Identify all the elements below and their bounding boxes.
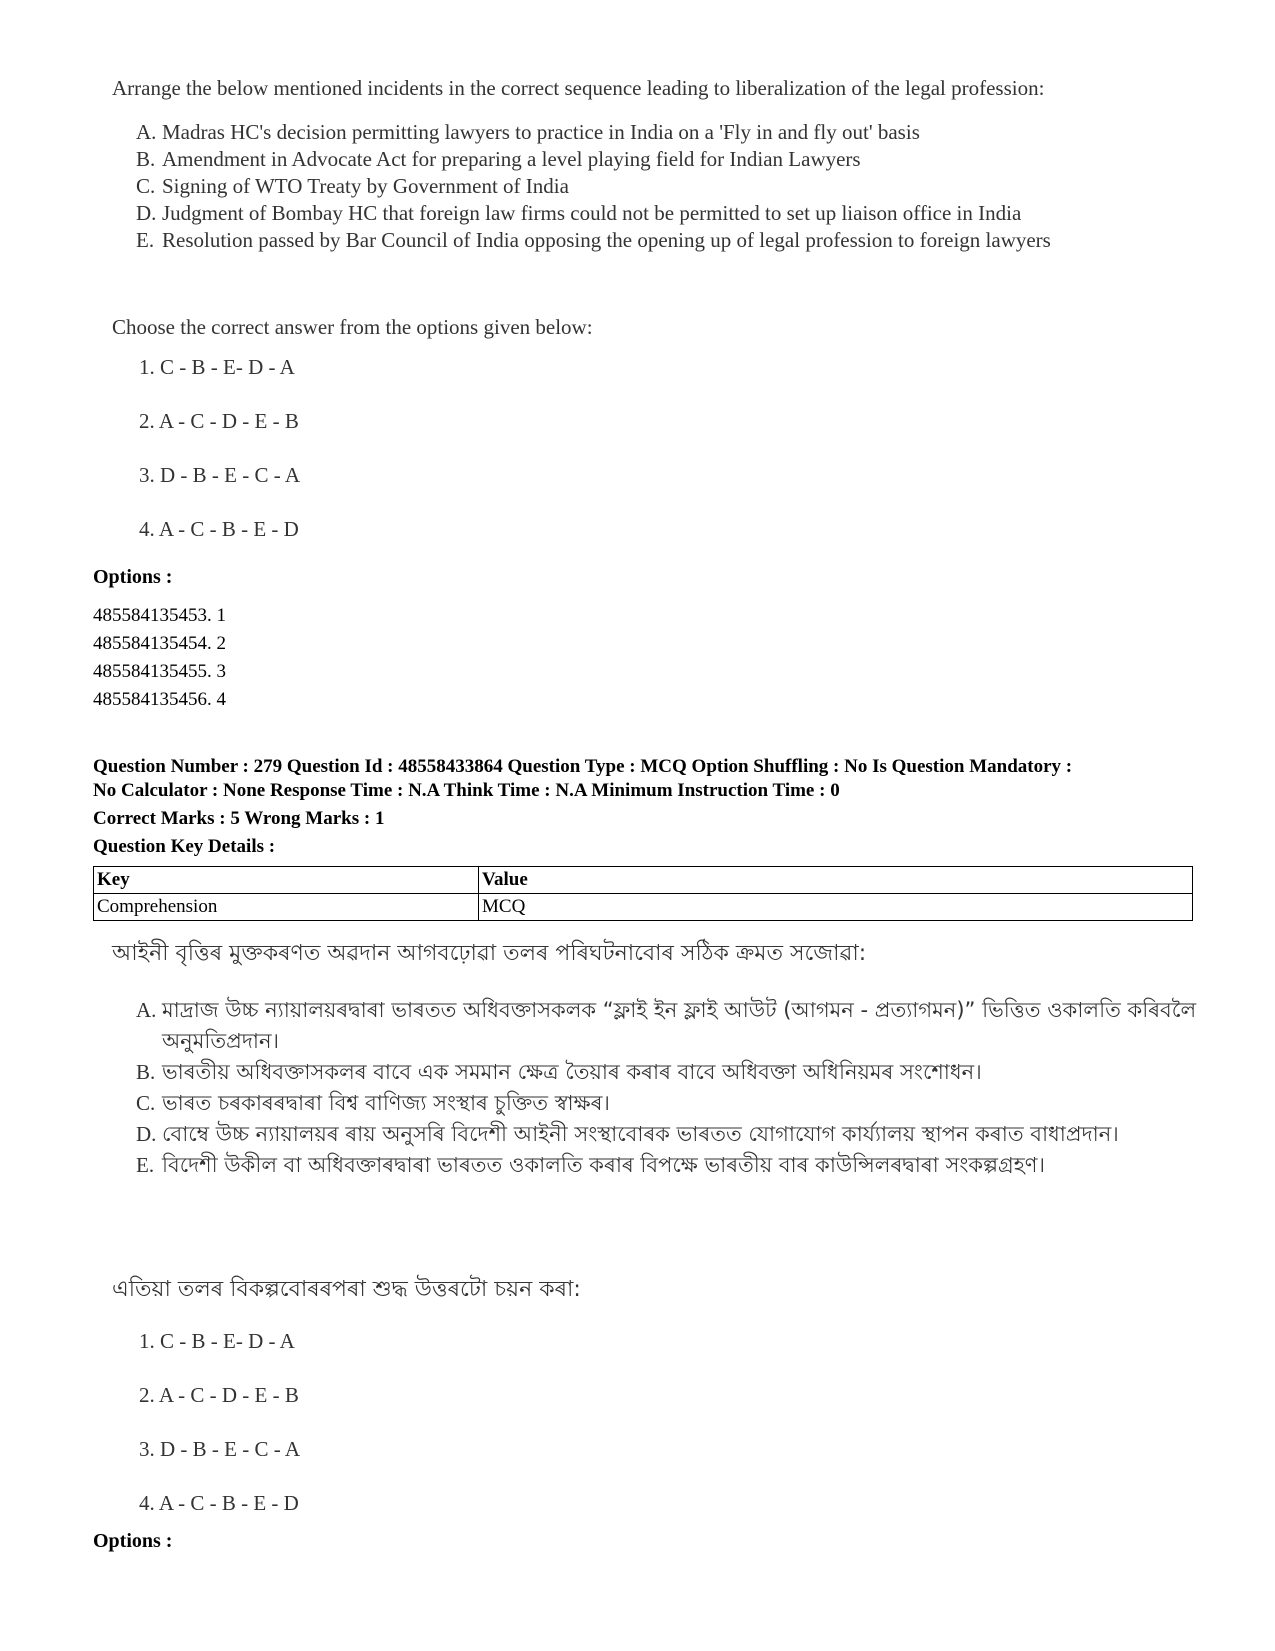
- options-heading: Options :: [93, 1530, 173, 1552]
- meta-line: No Calculator : None Response Time : N.A Think Time : N.A Minimum Instruction Time : 0: [93, 780, 840, 801]
- answer-option: 3. D - B - E - C - A: [139, 463, 300, 487]
- list-item: A. Madras HC's decision permitting lawyers to practice in India on a 'Fly in and fly out' basis: [136, 120, 920, 144]
- table-row: [94, 894, 1193, 921]
- answer-option: 2. A - C - D - E - B: [139, 409, 299, 433]
- answer-option: 4. A - C - B - E - D: [139, 1491, 299, 1515]
- meta-line: Question Number : 279 Question Id : 48558433864 Question Type : MCQ Option Shuffling : No Is Question Mandatory :: [93, 756, 1073, 777]
- answer-option: 3. D - B - E - C - A: [139, 1437, 300, 1461]
- answer-option: 2. A - C - D - E - B: [139, 1383, 299, 1407]
- list-item: C. Signing of WTO Treaty by Government of India: [136, 174, 569, 198]
- table-header-cell: Key: [94, 867, 479, 894]
- question-assamese: [112, 936, 1222, 1181]
- option-id: 485584135456. 4: [93, 689, 226, 710]
- list-item: E. Resolution passed by Bar Council of India opposing the opening up of legal profession to foreign lawyers: [136, 228, 1051, 252]
- list-item: B. ভাৰতীয় অধিবক্তাসকলৰ বাবে এক সমমান ক্ষেত্ৰ তৈয়াৰ কৰাৰ বাবে অধিবক্তা অধিনিয়মৰ সংশোধন।: [136, 1060, 982, 1084]
- table-cell: Comprehension: [94, 894, 479, 921]
- answer-option: 1. C - B - E- D - A: [139, 355, 295, 379]
- choose-instruction-assamese: এতিয়া তলৰ বিকল্পবোৰৰপৰা শুদ্ধ উত্তৰটো চয়ন কৰা:: [112, 1277, 581, 1302]
- key-details-table: [93, 866, 1193, 921]
- question-english: [112, 76, 1212, 254]
- marks-line: Correct Marks : 5 Wrong Marks : 1: [93, 808, 385, 829]
- incident-list: [136, 119, 1212, 254]
- list-item: D. বোম্বে উচ্চ ন্যায়ালয়ৰ ৰায় অনুসৰি বিদেশী আইনী সংস্থাবোৰক ভাৰতত যোগাযোগ কাৰ্য্যালয় স্থাপন কৰাত বাধাপ্ৰদান।: [136, 1122, 1119, 1146]
- table-cell: MCQ: [479, 894, 1193, 921]
- table-header-row: [94, 867, 1193, 894]
- options-heading: Options :: [93, 566, 173, 588]
- list-item: C. ভাৰত চৰকাৰৰদ্বাৰা বিশ্ব বাণিজ্য সংস্থাৰ চুক্তিত স্বাক্ষৰ।: [136, 1091, 610, 1115]
- question-metadata: [93, 755, 1213, 859]
- key-details-heading: Question Key Details :: [93, 836, 276, 857]
- answer-option: 1. C - B - E- D - A: [139, 1329, 295, 1353]
- table-header-cell: Value: [479, 867, 1193, 894]
- option-id: 485584135453. 1: [93, 605, 226, 626]
- answer-options-assamese: [139, 1328, 300, 1544]
- list-item: E. বিদেশী উকীল বা অধিবক্তাৰদ্বাৰা ভাৰতত ওকালতি কৰাৰ বিপক্ষে ভাৰতীয় বাৰ কাউন্সিলৰদ্বাৰা সংকল্পগ্ৰহণ।: [136, 1153, 1046, 1177]
- question-stem-assamese: আইনী বৃত্তিৰ মুক্তকৰণত অৱদান আগবঢ়োৱা তলৰ পৰিঘটনাবোৰ সঠিক ক্ৰমত সজোৱা:: [112, 941, 867, 966]
- question-stem: Arrange the below mentioned incidents in the correct sequence leading to liberalization of the legal profession:: [112, 76, 1045, 100]
- option-id-list: [93, 602, 226, 714]
- option-id: 485584135455. 3: [93, 661, 226, 682]
- list-item: A. মাদ্ৰাজ উচ্চ ন্যায়ালয়ৰদ্বাৰা ভাৰতত অধিবক্তাসকলক “ফ্লাই ইন ফ্লাই আউট (আগমন - প্ৰত্যাগমন)” ভিত্তিত ওকালতি কৰিবলৈ অনুমতিপ্ৰদান।: [136, 998, 1197, 1053]
- answer-options: [139, 354, 300, 570]
- list-item: B. Amendment in Advocate Act for preparing a level playing field for Indian Lawyers: [136, 147, 861, 171]
- choose-instruction: Choose the correct answer from the options given below:: [112, 315, 593, 339]
- answer-option: 4. A - C - B - E - D: [139, 517, 299, 541]
- incident-list-assamese: [136, 995, 1222, 1181]
- list-item: D. Judgment of Bombay HC that foreign law firms could not be permitted to set up liaison office in India: [136, 201, 1022, 225]
- option-id: 485584135454. 2: [93, 633, 226, 654]
